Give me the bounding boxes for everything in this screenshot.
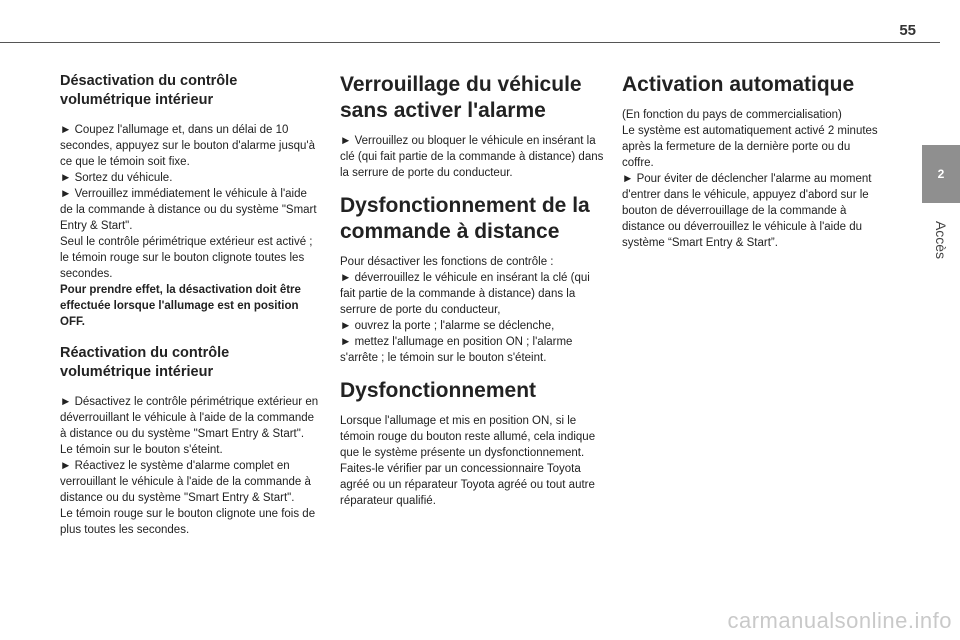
paragraph-line: Pour désactiver les fonctions de contrôle :	[340, 256, 554, 268]
paragraph-line: (En fonction du pays de commercialisation)	[622, 109, 842, 121]
paragraph-line: ► Verrouillez immédiatement le véhicule à l'aide de la commande à distance ou du système "Smart Entry & Start".	[60, 188, 317, 232]
section-heading: Verrouillage du véhicule sans activer l'alarme	[340, 73, 582, 122]
paragraph-line: ► Coupez l'allumage et, dans un délai de 10 secondes, appuyez sur le bouton d'alarme jusqu'à ce que le témoin soit fixe.	[60, 124, 315, 168]
section-remote-malfunction	[340, 193, 605, 366]
section-malfunction	[340, 378, 605, 509]
paragraph-line: ► Pour éviter de déclencher l'alarme au moment d'entrer dans le véhicule, appuyez d'abord sur le bouton de déverrouillage de la commande à distance ou déverrouillez le véhicule à l'aide du système “Smart Entry & Start”.	[622, 173, 872, 249]
paragraph-line: ► déverrouillez le véhicule en insérant la clé (qui fait partie de la commande à distance) dans la serrure de porte du conducteur,	[340, 272, 590, 316]
bold-note: Pour prendre effet, la désactivation doit être effectuée lorsque l'allumage est en position OFF.	[60, 284, 301, 328]
chapter-tab[interactable]: 2	[922, 145, 960, 203]
paragraph-line: Seul le contrôle périmétrique extérieur est activé ; le témoin rouge sur le bouton clignote toutes les secondes.	[60, 236, 313, 280]
paragraph-line: ► Verrouillez ou bloquer le véhicule en insérant la clé (qui fait partie de la commande à distance) dans la serrure de porte du conducteur.	[340, 135, 604, 179]
section-deactivation	[60, 72, 322, 330]
paragraph-line: Faites-le vérifier par un concessionnaire Toyota agréé ou un réparateur Toyota agréé ou tout autre réparateur qualifié.	[340, 463, 595, 507]
column-middle	[340, 72, 605, 521]
paragraph-line: ► ouvrez la porte ; l'alarme se déclenche,	[340, 320, 555, 332]
section-lock-no-alarm	[340, 72, 605, 181]
paragraph-line: ► Désactivez le contrôle périmétrique extérieur en déverrouillant le véhicule à l'aide de la commande à distance ou du système "Smart Entry & Start".	[60, 396, 319, 440]
paragraph-line: ► Sortez du véhicule.	[60, 172, 173, 184]
column-left	[60, 72, 322, 552]
watermark: carmanualsonline.info	[727, 608, 952, 633]
column-right	[622, 72, 880, 265]
section-reactivation	[60, 344, 322, 538]
header-rule	[0, 42, 940, 43]
paragraph-line: Le témoin rouge sur le bouton clignote une fois de plus toutes les secondes.	[60, 508, 316, 536]
paragraph-line: ► Réactivez le système d'alarme complet en verrouillant le véhicule à l'aide de la commande à distance ou du système "Smart Entry & Start".	[60, 460, 311, 504]
chapter-label-text: Accès	[933, 220, 949, 260]
section-heading: Désactivation du contrôle volumétrique intérieur	[60, 73, 238, 108]
section-heading: Réactivation du contrôle volumétrique intérieur	[60, 345, 230, 380]
section-heading: Activation automatique	[622, 73, 855, 96]
section-heading: Dysfonctionnement de la commande à distance	[340, 194, 590, 243]
paragraph-line: Le système est automatiquement activé 2 minutes après la fermeture de la dernière porte ou du coffre.	[622, 125, 878, 169]
section-auto-activation	[622, 72, 880, 251]
paragraph-line: Le témoin sur le bouton s'éteint.	[60, 444, 223, 456]
paragraph-line: Lorsque l'allumage et mis en position ON, si le témoin rouge du bouton reste allumé, cela indique que le système présente un dysfonctionnement.	[340, 415, 596, 459]
chapter-label	[926, 210, 956, 270]
page-number: 55	[899, 22, 916, 39]
paragraph-line: ► mettez l'allumage en position ON ; l'alarme s'arrête ; le témoin sur le bouton s'éteint.	[340, 336, 573, 364]
section-heading: Dysfonctionnement	[340, 379, 537, 402]
